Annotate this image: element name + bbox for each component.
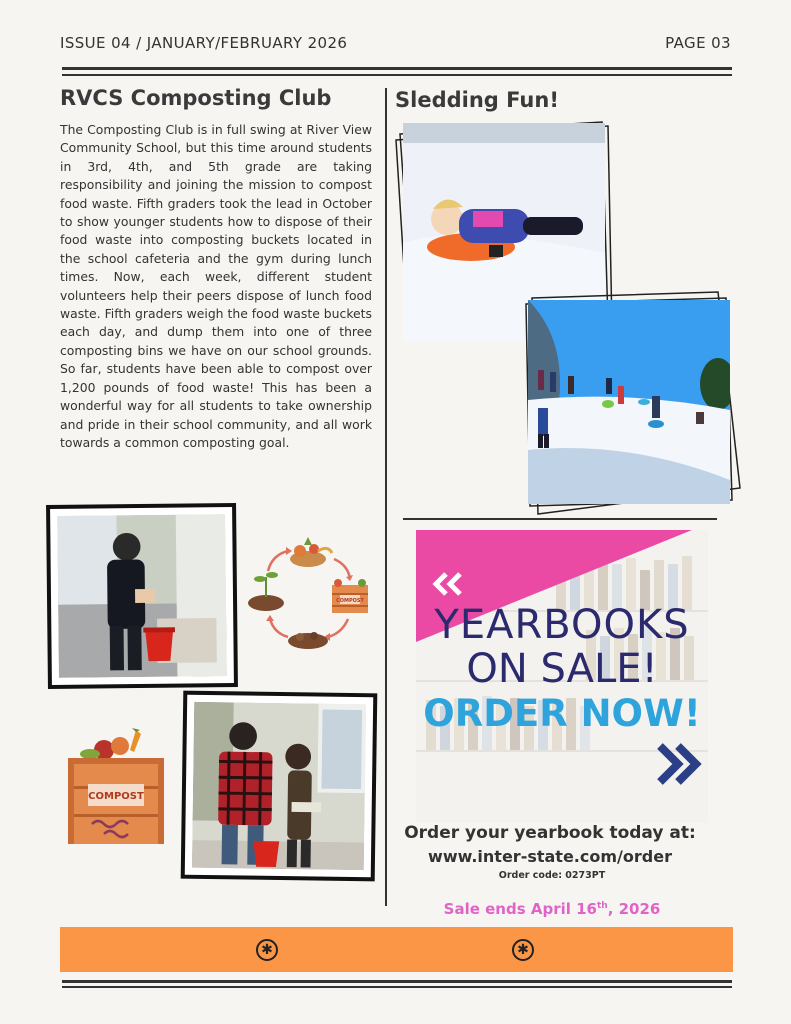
cycle-arrow-2: [328, 619, 348, 637]
students-compost-image: [192, 702, 366, 870]
sprout-soil-icon: [248, 572, 284, 611]
column-divider: [385, 88, 387, 906]
boy-compost-illustration: [57, 514, 227, 678]
composting-title: RVCS Composting Club: [60, 86, 332, 110]
cycle-crate-label: COMPOST: [336, 598, 364, 604]
sale-end-superscript: th: [596, 901, 608, 911]
sale-end-suffix: , 2026: [607, 900, 661, 918]
issue-label: ISSUE 04 / JANUARY/FEBRUARY 2026: [60, 34, 348, 52]
sale-end-date: [396, 900, 708, 918]
asterisk-circle-icon: ✱: [256, 939, 278, 961]
food-scraps-icon: [290, 537, 332, 567]
footer-rule-bottom: [62, 986, 732, 988]
header-rule-bottom: [62, 74, 732, 76]
compost-bin-illustration: [64, 728, 168, 846]
boy-compost-image: [57, 514, 227, 678]
compost-crate-icon: [332, 579, 368, 613]
sled-hill-image: [528, 300, 730, 504]
sled-section-rule: [403, 518, 717, 520]
sledding-title: Sledding Fun!: [395, 88, 559, 112]
compost-bin-label: COMPOST: [88, 791, 144, 802]
page-number: PAGE 03: [665, 34, 731, 52]
sale-end-prefix: Sale ends April 16: [443, 900, 597, 918]
yearbook-cta: Order your yearbook today at:: [404, 823, 696, 843]
yearbook-url[interactable]: www.inter-state.com/order: [428, 847, 672, 866]
footer-bar: [60, 927, 733, 972]
cycle-arrow-1: [334, 559, 350, 579]
yearbook-ad[interactable]: [416, 530, 708, 823]
compost-photo-1: [46, 503, 238, 689]
footer-rule-top: [62, 980, 732, 983]
asterisk-circle-icon: ✱: [512, 939, 534, 961]
composting-article: The Composting Club is in full swing at River View Community School, but this time around students in 3rd, 4th, and 5th grade are taking responsibility and joining the mission to compost food waste. Fifth graders took the lead in October to show younger students how to dispose of their food waste into composting buckets located in the school cafeteria and the gym during lunch times. Now, each week, different student volunteers help their peers dispose of lunch food waste. Fifth graders weigh the food waste buckets each day, and dump them into one of three composting bins we have on our school grounds. So far, students have been able to compost over 1,200 pounds of food waste! This has been a wonderful way for all students to take ownership and pride in their school community, and all work towards a common composting goal.: [60, 122, 372, 450]
ad-line-yearbooks: YEARBOOKS: [434, 602, 690, 648]
yearbook-order-code: Order code: 0273PT: [498, 870, 606, 881]
ad-line-on-sale: ON SALE!: [466, 646, 658, 692]
ad-line-order-now: ORDER NOW!: [423, 692, 701, 735]
soil-pile-icon-bottom: [288, 632, 328, 649]
cycle-arrow-4: [268, 551, 288, 571]
compost-photo-2: [181, 691, 378, 882]
sled-photo-2: [528, 300, 730, 504]
students-compost-illustration: [192, 702, 366, 870]
compost-cycle-graphic: [244, 537, 372, 655]
cycle-arrow-3: [270, 619, 288, 637]
header-rule-top: [62, 67, 732, 70]
